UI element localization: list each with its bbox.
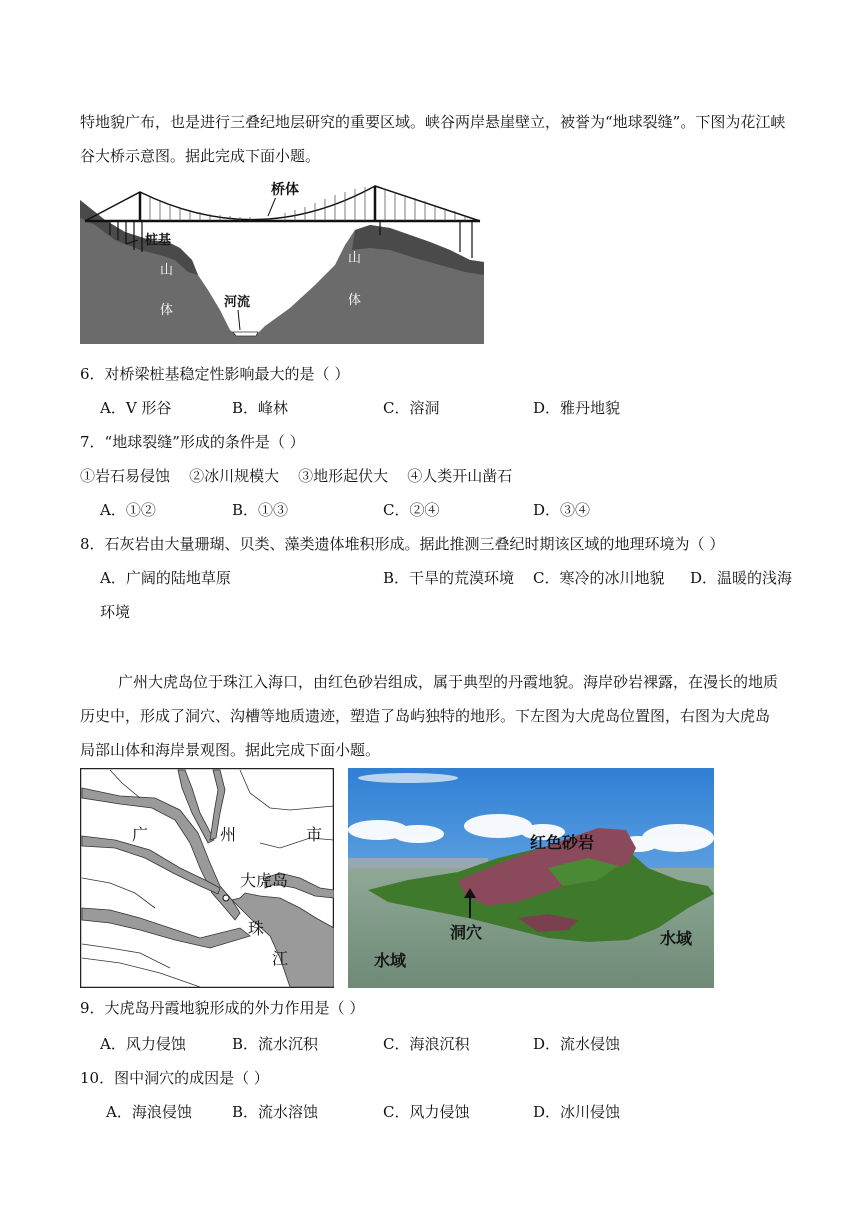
- q8-option-c[interactable]: C．寒冷的冰川地貌: [533, 569, 665, 587]
- label-mountain-right-2: 体: [348, 293, 362, 308]
- label-mountain-right-1: 山: [348, 251, 362, 266]
- q10-option-d[interactable]: D．冰川侵蚀: [533, 1103, 621, 1121]
- q6-option-b[interactable]: B．峰林: [232, 399, 289, 417]
- q8-option-d[interactable]: D．温暖的浅海: [690, 569, 793, 587]
- map-label-jiang: 江: [272, 949, 289, 968]
- q7-option-d[interactable]: D．③④: [533, 501, 591, 519]
- label-mountain-left-2: 体: [160, 303, 174, 318]
- q9-option-a[interactable]: A．风力侵蚀: [100, 1035, 186, 1053]
- q8-option-d-continued: 环境: [100, 603, 131, 621]
- label-pile: 桩基: [145, 233, 172, 248]
- map-label-zhu: 珠: [248, 919, 265, 938]
- q6-stem: 6．对桥梁桩基稳定性影响最大的是（ ）: [80, 365, 350, 383]
- q9-option-c[interactable]: C．海浪沉积: [383, 1035, 470, 1053]
- label-mountain-left-1: 山: [160, 263, 174, 278]
- intro2-line3: 局部山体和海岸景观图。据此完成下面小题。: [80, 741, 381, 759]
- bridge-diagram: [80, 180, 484, 344]
- q8-option-a[interactable]: A．广阔的陆地草原: [100, 569, 231, 587]
- q6-option-c[interactable]: C．溶洞: [383, 399, 440, 417]
- photo-label-water-right: 水域: [660, 929, 693, 948]
- intro1-line2: 谷大桥示意图。据此完成下面小题。: [80, 147, 321, 165]
- q6-option-a[interactable]: A．V 形谷: [100, 399, 172, 417]
- q10-option-b[interactable]: B．流水溶蚀: [232, 1103, 319, 1121]
- photo-label-water-left: 水域: [374, 951, 407, 970]
- map-label-guang: 广: [132, 825, 149, 844]
- label-bridge: 桥体: [271, 182, 299, 198]
- river: [233, 332, 258, 336]
- q7-stem: 7．“地球裂缝”形成的条件是（ ）: [80, 433, 305, 451]
- q6-option-d[interactable]: D．雅丹地貌: [533, 399, 621, 417]
- q8-option-b[interactable]: B．干旱的荒漠环境: [383, 569, 515, 587]
- map-label-shi: 市: [306, 825, 323, 844]
- q7-option-c[interactable]: C．②④: [383, 501, 440, 519]
- photo-label-cave: 洞穴: [450, 923, 483, 942]
- q10-option-a[interactable]: A．海浪侵蚀: [106, 1103, 192, 1121]
- q7-option-b[interactable]: B．①③: [232, 501, 289, 519]
- map-label-zhou: 州: [220, 825, 237, 844]
- q10-option-c[interactable]: C．风力侵蚀: [383, 1103, 470, 1121]
- intro2-line2: 历史中，形成了洞穴、沟槽等地质遗迹，塑造了岛屿独特的地形。下左图为大虎岛位置图，右图为大虎岛: [80, 707, 771, 725]
- q8-stem: 8．石灰岩由大量珊瑚、贝类、藻类遗体堆积形成。据此推测三叠纪时期该区域的地理环境为（ ）: [80, 535, 725, 553]
- q9-stem: 9．大虎岛丹霞地貌形成的外力作用是（ ）: [80, 999, 365, 1017]
- intro2-line1: 广州大虎岛位于珠江入海口，由红色砂岩组成，属于典型的丹霞地貌。海岸砂岩裸露，在漫长的地质: [118, 673, 779, 691]
- q9-option-d[interactable]: D．流水侵蚀: [533, 1035, 621, 1053]
- q9-option-b[interactable]: B．流水沉积: [232, 1035, 319, 1053]
- island-photo: [348, 768, 714, 988]
- q7-option-a[interactable]: A．①②: [100, 501, 156, 519]
- intro1-line1: 特地貌广布，也是进行三叠纪地层研究的重要区域。峡谷两岸悬崖壁立，被誉为“地球裂缝”。下图为花江峡: [80, 113, 786, 131]
- q10-stem: 10．图中洞穴的成因是（ ）: [80, 1069, 269, 1087]
- location-map: [80, 768, 334, 988]
- label-river: 河流: [224, 295, 251, 310]
- photo-label-sandstone: 红色砂岩: [530, 833, 595, 852]
- map-label-island: 大虎岛: [240, 871, 289, 890]
- q7-conditions: ①岩石易侵蚀 ②冰川规模大 ③地形起伏大 ④人类开山凿石: [80, 467, 513, 485]
